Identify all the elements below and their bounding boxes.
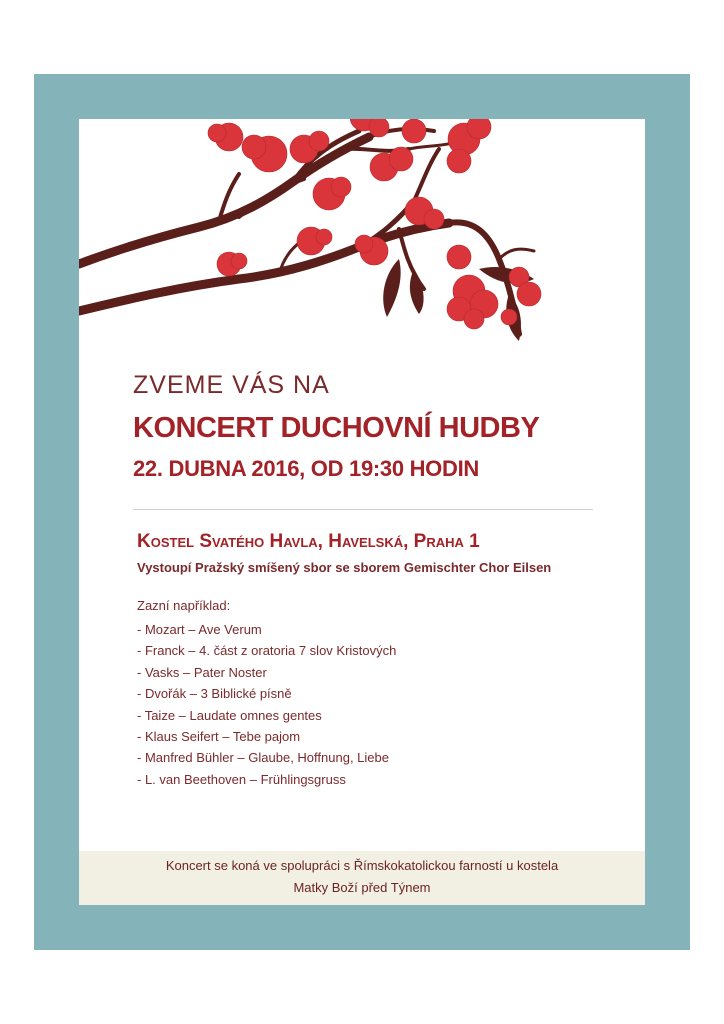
concert-date: 22. DUBNA 2016, OD 19:30 HODIN	[133, 456, 479, 481]
program-item: - Mozart – Ave Verum	[137, 622, 262, 637]
program-item: - Dvořák – 3 Biblické písně	[137, 686, 292, 702]
program-label: Zazní například:	[137, 598, 231, 613]
program-item: - Klaus Seifert – Tebe pajom	[137, 729, 301, 745]
cherry-blossom-branch-illustration	[79, 119, 645, 369]
program-list	[137, 619, 396, 790]
concert-title: KONCERT DUCHOVNÍ HUDBY	[133, 412, 540, 444]
program-item: - Manfred Bühler – Glaube, Hoffnung, Liebe	[137, 750, 389, 766]
program-item: - Taize – Laudate omnes gentes	[137, 707, 322, 723]
poster-sheet	[79, 119, 645, 905]
performers: Vystoupí Pražský smíšený sbor se sborem Gemischter Chor Eilsen	[137, 560, 552, 575]
program-item: - Franck – 4. část z oratoria 7 slov Kristových	[137, 643, 397, 659]
footer-line-2: Matky Boží před Týnem	[293, 880, 431, 895]
footer-note	[79, 851, 645, 905]
footer-line-1: Koncert se koná ve spolupráci s Římskokatolickou farností u kostela	[165, 858, 559, 873]
program-item: - L. van Beethoven – Frühlingsgruss	[137, 771, 346, 787]
invitation-line: ZVEME VÁS NA	[133, 371, 330, 399]
program-item: - Vasks – Pater Noster	[137, 664, 267, 680]
divider	[133, 509, 593, 510]
venue: Kostel Svatého Havla, Havelská, Praha 1	[137, 531, 480, 552]
